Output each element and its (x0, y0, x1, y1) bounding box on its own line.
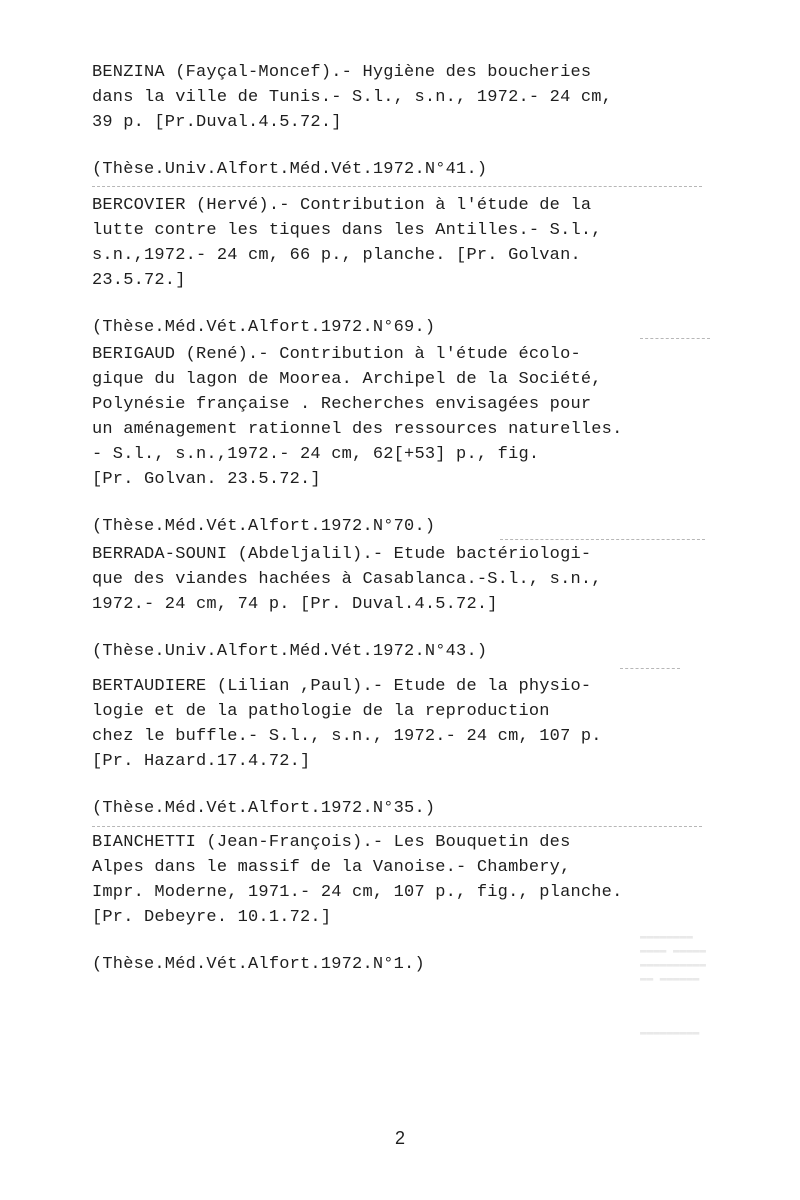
entry-line: Impr. Moderne, 1971.- 24 cm, 107 p., fig., planche. (92, 883, 623, 902)
entry-line: que des viandes hachées à Casablanca.-S.l., s.n., (92, 570, 602, 589)
entry-line: 23.5.72.] (92, 271, 186, 290)
entry-line: Alpes dans le massif de la Vanoise.- Chambery, (92, 858, 571, 877)
page-number: 2 (394, 1128, 405, 1148)
entry-divider (620, 668, 680, 669)
thesis-note: (Thèse.Méd.Vét.Alfort.1972.N°69.) (92, 318, 436, 337)
bibliography-entry-berigaud (92, 342, 732, 539)
bleed-through-marks: ▬▬▬▬▬▬▬▬ ▬▬▬▬ ▬▬▬▬▬ ▬▬▬▬▬▬▬▬▬▬ ▬▬ ▬▬▬▬▬▬ ▬▬▬▬▬▬▬▬▬ (640, 931, 707, 1039)
bibliography-entry-bertaudiere (92, 674, 732, 821)
entry-line: BIANCHETTI (Jean-François).- Les Bouquetin des (92, 833, 571, 852)
entry-line: 1972.- 24 cm, 74 p. [Pr. Duval.4.5.72.] (92, 595, 498, 614)
entry-line: chez le buffle.- S.l., s.n., 1972.- 24 cm, 107 p. (92, 727, 602, 746)
entry-line: [Pr. Hazard.17.4.72.] (92, 752, 311, 771)
entry-divider (640, 338, 710, 339)
entry-divider (92, 186, 702, 187)
thesis-note: (Thèse.Méd.Vét.Alfort.1972.N°70.) (92, 517, 436, 536)
entry-line: - S.l., s.n.,1972.- 24 cm, 62[+53] p., fig. (92, 445, 540, 464)
bibliography-entry-bercovier (92, 193, 732, 340)
entry-line: gique du lagon de Moorea. Archipel de la Société, (92, 370, 602, 389)
thesis-note: (Thèse.Univ.Alfort.Méd.Vét.1972.N°43.) (92, 642, 488, 661)
entry-line: BERCOVIER (Hervé).- Contribution à l'étude de la (92, 196, 592, 215)
entry-line: dans la ville de Tunis.- S.l., s.n., 1972.- 24 cm, (92, 88, 613, 107)
entry-line: BERTAUDIERE (Lilian ,Paul).- Etude de la physio- (92, 677, 592, 696)
entry-line: BERIGAUD (René).- Contribution à l'étude écolo- (92, 345, 581, 364)
entry-divider (92, 826, 702, 827)
thesis-note: (Thèse.Méd.Vét.Alfort.1972.N°1.) (92, 955, 425, 974)
entry-line: logie et de la pathologie de la reproduction (92, 702, 550, 721)
thesis-note: (Thèse.Méd.Vét.Alfort.1972.N°35.) (92, 799, 436, 818)
entry-line: 39 p. [Pr.Duval.4.5.72.] (92, 113, 342, 132)
bibliography-entry-bianchetti (92, 830, 732, 977)
entry-line: BERRADA-SOUNI (Abdeljalil).- Etude bactériologi- (92, 545, 592, 564)
entry-line: un aménagement rationnel des ressources naturelles. (92, 420, 623, 439)
entry-line: BENZINA (Fayçal-Moncef).- Hygiène des boucheries (92, 63, 592, 82)
entry-line: Polynésie française . Recherches envisagées pour (92, 395, 592, 414)
bibliography-entry-berrada-souni (92, 542, 732, 664)
bibliography-entry-benzina (92, 60, 732, 182)
entry-line: [Pr. Golvan. 23.5.72.] (92, 470, 321, 489)
thesis-note: (Thèse.Univ.Alfort.Méd.Vét.1972.N°41.) (92, 160, 488, 179)
entry-divider (500, 539, 705, 540)
entry-line: [Pr. Debeyre. 10.1.72.] (92, 908, 332, 927)
entry-line: lutte contre les tiques dans les Antilles.- S.l., (92, 221, 602, 240)
entry-line: s.n.,1972.- 24 cm, 66 p., planche. [Pr. Golvan. (92, 246, 581, 265)
